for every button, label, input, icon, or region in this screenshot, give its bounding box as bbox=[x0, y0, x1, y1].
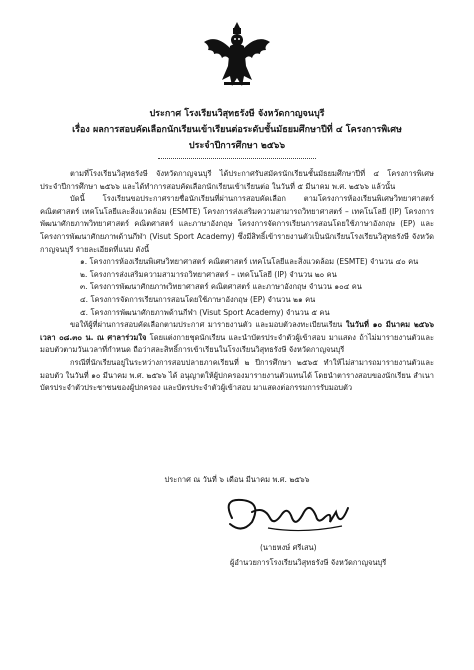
list-item: ๓. โครงการพัฒนาศักยภาพวิทยาศาสตร์ คณิตศาสตร์ และภาษาอังกฤษ จำนวน ๑๐๔ คน bbox=[80, 282, 362, 292]
dotted-divider bbox=[158, 158, 316, 160]
report-datetime: ในวันที่ ๑๐ มีนาคม ๒๕๖๖ เวลา ๐๘.๓๐ น. ณ ศาลาร่วมใจ bbox=[40, 320, 434, 342]
signature-image bbox=[212, 488, 362, 538]
signer-title: ผู้อำนวยการโรงเรียนวิสุทธรังษี จังหวัดกาญจนบุรี bbox=[230, 558, 387, 567]
list-item: ๑. โครงการห้องเรียนพิเศษวิทยาศาสตร์ คณิตศาสตร์ เทคโนโลยีและสิ่งแวดล้อม (ESMTE) จำนวน ๔๐ คน bbox=[80, 257, 419, 267]
list-item: ๒. โครงการส่งเสริมความสามารถวิทยาศาสตร์ – เทคโนโลยี (IP) จำนวน ๒๐ คน bbox=[80, 269, 337, 279]
list-item: ๔. โครงการจัดการเรียนการสอนโดยใช้ภาษาอังกฤษ (EP) จำนวน ๒๑ คน bbox=[80, 294, 316, 304]
report-text: ขอให้ผู้ที่ผ่านการสอบคัดเลือกตามประกาศ มารายงานตัว และมอบตัวลงทะเบียนเรียน bbox=[70, 320, 346, 330]
announcement-date: ประกาศ ณ วันที่ ๖ เดือน มีนาคม พ.ศ. ๒๕๖๖ bbox=[164, 475, 310, 484]
announcement-header bbox=[0, 106, 474, 154]
paragraph-announcement: บัดนี้ โรงเรียนขอประกาศรายชื่อนักเรียนที่ผ่านการสอบคัดเลือก ตามโครงการห้องเรียนพิเศษวิทยาศาสตร์ คณิตศาสตร์ เทคโนโลยีและสิ่งแวดล้อม (ESMTE) โครงการส่งเสริมความสามารถวิทยาศาสตร์ – เทคโนโลยี (IP) โครงการพัฒนาศักยภาพวิทยาศาสตร์ คณิตศาสตร์ และภาษาอังกฤษ โครงการจัดการเรียนการสอนโดยใช้ภาษาอังกฤษ (EP) และโครงการพัฒนาศักยภาพด้านกีฬา (Visut Sport Academy) ซึ่งมีสิทธิ์เข้ารายงานตัวเป็นนักเรียนโรงเรียนวิสุทธรังษี จังหวัดกาญจนบุรี รายละเอียดที่แนบ ดังนี้ bbox=[40, 194, 434, 254]
paragraph-exam-exception: กรณีที่นักเรียนอยู่ในระหว่างการสอบปลายภาคเรียนที่ ๒ ปีการศึกษา ๒๕๖๕ ทำให้ไม่สามารถมารายงานตัวและมอบตัว ในวันที่ ๑๐ มีนาคม พ.ศ. ๒๕๖๖ ได้ อนุญาตให้ผู้ปกครองมารายงานตัวแทนได้ โดยนำตารางสอบของนักเรียน สำเนาบัตรประจำตัวประชาชนของผู้ปกครอง และบัตรประจำตัวผู้เข้าสอบ มาแสดงต่อกรรมการรับมอบตัว bbox=[40, 357, 434, 393]
garuda-emblem-icon bbox=[200, 20, 274, 92]
list-item: ๕. โครงการพัฒนาศักยภาพด้านกีฬา (Visut Sport Academy) จำนวน ๕ คน bbox=[80, 307, 330, 317]
announcement-subject: เรื่อง ผลการสอบคัดเลือกนักเรียนเข้าเรียนต่อระดับชั้นมัธยมศึกษาปีที่ ๔ โครงการพิเศษ bbox=[72, 125, 402, 135]
report-text-cont: โดยแต่งกายชุดนักเรียน และนำบัตรประจำตัวผู้เข้าสอบ มาแสดง ถ้าไม่มารายงานตัวและมอบตัวตามวันเวลาที่กำหนด ถือว่าสละสิทธิ์การเข้าเรียนในโรงเรียนวิสุทธรังษี จังหวัดกาญจนบุรี bbox=[40, 332, 434, 355]
paragraph-intro: ตามที่โรงเรียนวิสุทธรังษี จังหวัดกาญจนบุรี ได้ประกาศรับสมัครนักเรียนชั้นมัธยมศึกษาปีที่ ๔ โครงการพิเศษ ประจำปีการศึกษา ๒๕๖๖ และได้ทำการสอบคัดเลือกนักเรียนเข้าเรียนต่อ ในวันที่ ๕ มีนาคม พ.ศ. ๒๕๖๖ แล้วนั้น bbox=[40, 169, 434, 191]
announcement-body bbox=[40, 168, 434, 395]
signer-name: (นายหงษ์ ศรีเสน) bbox=[260, 543, 317, 552]
signer-block bbox=[230, 540, 430, 570]
program-list bbox=[40, 256, 434, 319]
announcement-title: ประกาศ โรงเรียนวิสุทธรังษี จังหวัดกาญจนบุรี bbox=[149, 109, 325, 119]
paragraph-report-instructions bbox=[40, 319, 434, 357]
academic-year: ประจำปีการศึกษา ๒๕๖๖ bbox=[188, 141, 286, 151]
